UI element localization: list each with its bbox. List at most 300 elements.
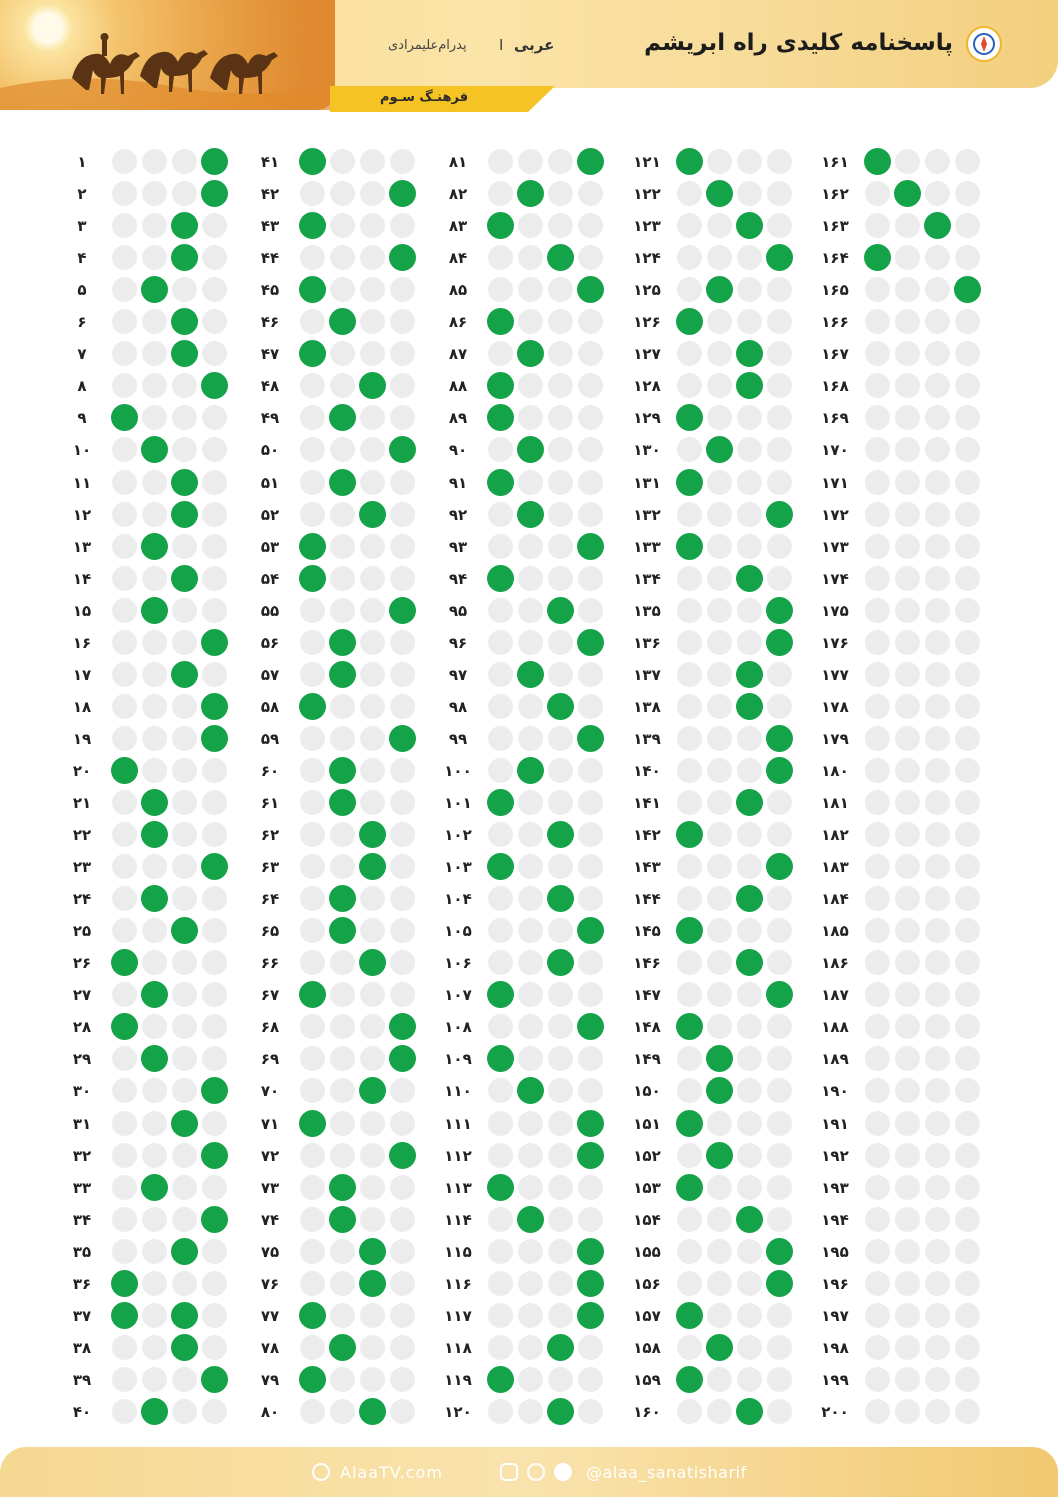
option-bubble[interactable] [925, 662, 950, 687]
option-bubble[interactable] [518, 149, 543, 174]
option-bubble[interactable] [202, 950, 227, 975]
option-bubble[interactable] [895, 918, 920, 943]
option-bubble-marked[interactable] [547, 244, 574, 271]
option-bubble-marked[interactable] [766, 981, 793, 1008]
option-bubble[interactable] [737, 822, 762, 847]
option-bubble[interactable] [677, 1335, 702, 1360]
option-bubble[interactable] [360, 1367, 385, 1392]
option-bubble[interactable] [895, 502, 920, 527]
option-bubble[interactable] [172, 854, 197, 879]
option-bubble[interactable] [488, 277, 513, 302]
option-bubble[interactable] [488, 1111, 513, 1136]
option-bubble-marked[interactable] [547, 1398, 574, 1425]
option-bubble-marked[interactable] [577, 1142, 604, 1169]
option-bubble-marked[interactable] [329, 661, 356, 688]
option-bubble-marked[interactable] [359, 821, 386, 848]
option-bubble-marked[interactable] [547, 885, 574, 912]
option-bubble[interactable] [172, 822, 197, 847]
option-bubble[interactable] [202, 309, 227, 334]
option-bubble[interactable] [202, 437, 227, 462]
option-bubble-marked[interactable] [359, 949, 386, 976]
option-bubble-marked[interactable] [736, 789, 763, 816]
option-bubble[interactable] [895, 277, 920, 302]
option-bubble[interactable] [925, 918, 950, 943]
option-bubble[interactable] [390, 950, 415, 975]
option-bubble[interactable] [737, 1239, 762, 1264]
option-bubble[interactable] [865, 1175, 890, 1200]
option-bubble[interactable] [172, 1367, 197, 1392]
option-bubble[interactable] [865, 982, 890, 1007]
option-bubble-marked[interactable] [676, 821, 703, 848]
option-bubble[interactable] [737, 918, 762, 943]
option-bubble[interactable] [737, 982, 762, 1007]
option-bubble-marked[interactable] [706, 1334, 733, 1361]
option-bubble[interactable] [578, 405, 603, 430]
option-bubble[interactable] [955, 213, 980, 238]
option-bubble[interactable] [677, 181, 702, 206]
option-bubble[interactable] [360, 1014, 385, 1039]
option-bubble[interactable] [202, 213, 227, 238]
option-bubble[interactable] [955, 630, 980, 655]
option-bubble[interactable] [300, 1143, 325, 1168]
option-bubble-marked[interactable] [171, 661, 198, 688]
option-bubble[interactable] [707, 341, 732, 366]
option-bubble[interactable] [300, 758, 325, 783]
option-bubble[interactable] [172, 1271, 197, 1296]
option-bubble[interactable] [330, 213, 355, 238]
option-bubble-marked[interactable] [171, 1238, 198, 1265]
option-bubble[interactable] [390, 694, 415, 719]
option-bubble[interactable] [925, 566, 950, 591]
option-bubble[interactable] [142, 854, 167, 879]
option-bubble[interactable] [360, 1111, 385, 1136]
option-bubble[interactable] [142, 1111, 167, 1136]
option-bubble-marked[interactable] [111, 404, 138, 431]
option-bubble[interactable] [112, 1175, 137, 1200]
option-bubble-marked[interactable] [111, 757, 138, 784]
option-bubble[interactable] [865, 470, 890, 495]
option-bubble-marked[interactable] [706, 436, 733, 463]
option-bubble-marked[interactable] [487, 308, 514, 335]
option-bubble[interactable] [518, 630, 543, 655]
option-bubble-marked[interactable] [329, 1206, 356, 1233]
option-bubble[interactable] [142, 245, 167, 270]
option-bubble[interactable] [172, 694, 197, 719]
option-bubble-marked[interactable] [201, 180, 228, 207]
option-bubble[interactable] [677, 277, 702, 302]
option-bubble[interactable] [300, 630, 325, 655]
option-bubble[interactable] [330, 1239, 355, 1264]
option-bubble[interactable] [172, 726, 197, 751]
option-bubble[interactable] [300, 245, 325, 270]
option-bubble[interactable] [895, 1335, 920, 1360]
option-bubble[interactable] [390, 1303, 415, 1328]
option-bubble[interactable] [300, 470, 325, 495]
option-bubble[interactable] [300, 1046, 325, 1071]
option-bubble[interactable] [737, 1143, 762, 1168]
option-bubble[interactable] [172, 1014, 197, 1039]
instagram-icon[interactable] [500, 1463, 518, 1481]
option-bubble[interactable] [172, 373, 197, 398]
option-bubble[interactable] [925, 598, 950, 623]
option-bubble-marked[interactable] [517, 1206, 544, 1233]
option-bubble[interactable] [142, 1335, 167, 1360]
option-bubble[interactable] [548, 790, 573, 815]
option-bubble[interactable] [518, 790, 543, 815]
option-bubble-marked[interactable] [766, 853, 793, 880]
option-bubble[interactable] [677, 213, 702, 238]
option-bubble[interactable] [142, 630, 167, 655]
option-bubble[interactable] [707, 149, 732, 174]
option-bubble[interactable] [142, 405, 167, 430]
option-bubble[interactable] [895, 1367, 920, 1392]
option-bubble[interactable] [390, 982, 415, 1007]
option-bubble-marked[interactable] [736, 340, 763, 367]
option-bubble[interactable] [548, 149, 573, 174]
option-bubble[interactable] [895, 1014, 920, 1039]
option-bubble[interactable] [142, 1271, 167, 1296]
option-bubble[interactable] [707, 886, 732, 911]
option-bubble[interactable] [390, 1335, 415, 1360]
option-bubble[interactable] [677, 1271, 702, 1296]
option-bubble[interactable] [895, 758, 920, 783]
option-bubble-marked[interactable] [577, 1110, 604, 1137]
option-bubble-marked[interactable] [577, 1270, 604, 1297]
option-bubble[interactable] [707, 982, 732, 1007]
option-bubble-marked[interactable] [676, 533, 703, 560]
option-bubble[interactable] [488, 1014, 513, 1039]
option-bubble[interactable] [112, 1111, 137, 1136]
option-bubble[interactable] [895, 1271, 920, 1296]
option-bubble[interactable] [895, 1399, 920, 1424]
option-bubble-marked[interactable] [676, 917, 703, 944]
option-bubble[interactable] [142, 1207, 167, 1232]
option-bubble[interactable] [895, 662, 920, 687]
option-bubble[interactable] [737, 470, 762, 495]
option-bubble[interactable] [677, 886, 702, 911]
option-bubble[interactable] [172, 437, 197, 462]
option-bubble[interactable] [142, 726, 167, 751]
option-bubble[interactable] [737, 1335, 762, 1360]
option-bubble[interactable] [955, 1143, 980, 1168]
option-bubble-marked[interactable] [299, 693, 326, 720]
option-bubble[interactable] [330, 726, 355, 751]
option-bubble-marked[interactable] [676, 469, 703, 496]
option-bubble[interactable] [895, 598, 920, 623]
option-bubble[interactable] [518, 854, 543, 879]
option-bubble[interactable] [955, 470, 980, 495]
option-bubble[interactable] [865, 790, 890, 815]
option-bubble[interactable] [677, 1399, 702, 1424]
option-bubble[interactable] [300, 886, 325, 911]
option-bubble-marked[interactable] [359, 501, 386, 528]
option-bubble[interactable] [767, 1207, 792, 1232]
option-bubble[interactable] [330, 1303, 355, 1328]
option-bubble-marked[interactable] [954, 276, 981, 303]
option-bubble[interactable] [360, 149, 385, 174]
option-bubble[interactable] [142, 213, 167, 238]
option-bubble[interactable] [518, 694, 543, 719]
option-bubble[interactable] [202, 1399, 227, 1424]
option-bubble[interactable] [330, 149, 355, 174]
option-bubble[interactable] [390, 277, 415, 302]
option-bubble-marked[interactable] [171, 1110, 198, 1137]
option-bubble[interactable] [112, 1239, 137, 1264]
option-bubble[interactable] [737, 1367, 762, 1392]
option-bubble[interactable] [925, 502, 950, 527]
option-bubble[interactable] [925, 341, 950, 366]
option-bubble-marked[interactable] [329, 885, 356, 912]
option-bubble[interactable] [925, 277, 950, 302]
option-bubble-marked[interactable] [547, 821, 574, 848]
option-bubble[interactable] [955, 694, 980, 719]
option-bubble-marked[interactable] [577, 1302, 604, 1329]
option-bubble[interactable] [518, 1271, 543, 1296]
option-bubble[interactable] [518, 1367, 543, 1392]
option-bubble[interactable] [300, 1207, 325, 1232]
option-bubble-marked[interactable] [766, 1270, 793, 1297]
option-bubble[interactable] [925, 790, 950, 815]
option-bubble[interactable] [142, 758, 167, 783]
option-bubble[interactable] [360, 1335, 385, 1360]
option-bubble[interactable] [548, 534, 573, 559]
option-bubble[interactable] [925, 534, 950, 559]
option-bubble[interactable] [142, 502, 167, 527]
option-bubble[interactable] [488, 1239, 513, 1264]
option-bubble-marked[interactable] [171, 469, 198, 496]
option-bubble[interactable] [202, 598, 227, 623]
option-bubble[interactable] [142, 1014, 167, 1039]
option-bubble[interactable] [488, 245, 513, 270]
option-bubble[interactable] [578, 1078, 603, 1103]
option-bubble[interactable] [578, 886, 603, 911]
option-bubble[interactable] [330, 181, 355, 206]
option-bubble[interactable] [925, 149, 950, 174]
option-bubble-marked[interactable] [766, 244, 793, 271]
option-bubble-marked[interactable] [359, 1077, 386, 1104]
option-bubble[interactable] [488, 149, 513, 174]
option-bubble-marked[interactable] [111, 1302, 138, 1329]
option-bubble[interactable] [142, 181, 167, 206]
option-bubble[interactable] [925, 405, 950, 430]
option-bubble-marked[interactable] [329, 1334, 356, 1361]
option-bubble-marked[interactable] [389, 1013, 416, 1040]
option-bubble-marked[interactable] [329, 629, 356, 656]
option-bubble[interactable] [548, 1046, 573, 1071]
option-bubble[interactable] [390, 854, 415, 879]
option-bubble[interactable] [360, 1207, 385, 1232]
option-bubble[interactable] [707, 213, 732, 238]
option-bubble-marked[interactable] [736, 693, 763, 720]
option-bubble[interactable] [330, 566, 355, 591]
option-bubble[interactable] [767, 437, 792, 462]
option-bubble[interactable] [518, 918, 543, 943]
option-bubble-marked[interactable] [201, 693, 228, 720]
option-bubble[interactable] [330, 1399, 355, 1424]
option-bubble[interactable] [767, 149, 792, 174]
option-bubble[interactable] [707, 758, 732, 783]
option-bubble[interactable] [172, 534, 197, 559]
option-bubble[interactable] [360, 1175, 385, 1200]
option-bubble[interactable] [707, 950, 732, 975]
option-bubble[interactable] [202, 534, 227, 559]
option-bubble[interactable] [707, 405, 732, 430]
option-bubble-marked[interactable] [577, 725, 604, 752]
option-bubble[interactable] [330, 950, 355, 975]
option-bubble[interactable] [518, 1399, 543, 1424]
option-bubble[interactable] [895, 630, 920, 655]
option-bubble[interactable] [202, 245, 227, 270]
option-bubble[interactable] [677, 373, 702, 398]
option-bubble[interactable] [865, 598, 890, 623]
option-bubble[interactable] [955, 1335, 980, 1360]
option-bubble[interactable] [895, 213, 920, 238]
option-bubble[interactable] [707, 502, 732, 527]
option-bubble-marked[interactable] [171, 1334, 198, 1361]
option-bubble[interactable] [360, 566, 385, 591]
option-bubble[interactable] [578, 341, 603, 366]
option-bubble[interactable] [865, 822, 890, 847]
option-bubble[interactable] [330, 277, 355, 302]
option-bubble[interactable] [955, 950, 980, 975]
option-bubble[interactable] [518, 822, 543, 847]
option-bubble[interactable] [548, 758, 573, 783]
option-bubble[interactable] [390, 758, 415, 783]
option-bubble[interactable] [895, 245, 920, 270]
option-bubble[interactable] [300, 1399, 325, 1424]
option-bubble[interactable] [112, 1143, 137, 1168]
option-bubble[interactable] [202, 918, 227, 943]
option-bubble[interactable] [578, 758, 603, 783]
option-bubble-marked[interactable] [706, 1142, 733, 1169]
option-bubble[interactable] [955, 245, 980, 270]
option-bubble[interactable] [767, 1303, 792, 1328]
option-bubble[interactable] [767, 1046, 792, 1071]
option-bubble[interactable] [955, 1014, 980, 1039]
option-bubble[interactable] [578, 694, 603, 719]
option-bubble[interactable] [330, 341, 355, 366]
option-bubble[interactable] [202, 1271, 227, 1296]
option-bubble[interactable] [925, 630, 950, 655]
option-bubble[interactable] [677, 1207, 702, 1232]
option-bubble-marked[interactable] [547, 693, 574, 720]
option-bubble-marked[interactable] [547, 1334, 574, 1361]
option-bubble[interactable] [895, 405, 920, 430]
option-bubble[interactable] [865, 950, 890, 975]
option-bubble[interactable] [112, 982, 137, 1007]
option-bubble[interactable] [548, 1239, 573, 1264]
option-bubble[interactable] [548, 854, 573, 879]
option-bubble-marked[interactable] [299, 981, 326, 1008]
option-bubble[interactable] [548, 1207, 573, 1232]
option-bubble[interactable] [360, 470, 385, 495]
option-bubble-marked[interactable] [736, 1206, 763, 1233]
option-bubble[interactable] [360, 245, 385, 270]
option-bubble[interactable] [895, 1175, 920, 1200]
option-bubble[interactable] [488, 1143, 513, 1168]
option-bubble[interactable] [925, 1239, 950, 1264]
option-bubble-marked[interactable] [329, 404, 356, 431]
option-bubble[interactable] [865, 662, 890, 687]
option-bubble[interactable] [548, 341, 573, 366]
option-bubble[interactable] [488, 822, 513, 847]
option-bubble[interactable] [737, 1111, 762, 1136]
option-bubble[interactable] [707, 822, 732, 847]
option-bubble[interactable] [707, 1207, 732, 1232]
option-bubble[interactable] [172, 1399, 197, 1424]
option-bubble-marked[interactable] [577, 533, 604, 560]
option-bubble-marked[interactable] [676, 1366, 703, 1393]
option-bubble[interactable] [925, 822, 950, 847]
option-bubble[interactable] [865, 1303, 890, 1328]
option-bubble[interactable] [172, 1046, 197, 1071]
option-bubble[interactable] [865, 1367, 890, 1392]
option-bubble[interactable] [488, 181, 513, 206]
option-bubble[interactable] [895, 726, 920, 751]
option-bubble[interactable] [202, 982, 227, 1007]
option-bubble[interactable] [300, 790, 325, 815]
option-bubble-marked[interactable] [389, 436, 416, 463]
option-bubble[interactable] [172, 405, 197, 430]
option-bubble[interactable] [865, 181, 890, 206]
option-bubble[interactable] [330, 502, 355, 527]
option-bubble[interactable] [955, 918, 980, 943]
option-bubble-marked[interactable] [766, 757, 793, 784]
option-bubble[interactable] [330, 1078, 355, 1103]
option-bubble-marked[interactable] [676, 308, 703, 335]
option-bubble-marked[interactable] [676, 404, 703, 431]
option-bubble[interactable] [518, 245, 543, 270]
option-bubble[interactable] [767, 1335, 792, 1360]
option-bubble[interactable] [390, 149, 415, 174]
option-bubble[interactable] [112, 341, 137, 366]
option-bubble[interactable] [955, 886, 980, 911]
option-bubble-marked[interactable] [141, 1174, 168, 1201]
option-bubble[interactable] [865, 566, 890, 591]
option-bubble[interactable] [390, 886, 415, 911]
option-bubble[interactable] [172, 598, 197, 623]
option-bubble[interactable] [548, 181, 573, 206]
option-bubble[interactable] [707, 790, 732, 815]
option-bubble[interactable] [737, 726, 762, 751]
option-bubble[interactable] [737, 149, 762, 174]
option-bubble[interactable] [578, 470, 603, 495]
option-bubble[interactable] [488, 341, 513, 366]
social-handle[interactable]: @alaa_sanatisharif [586, 1463, 747, 1482]
option-bubble-marked[interactable] [487, 1045, 514, 1072]
option-bubble[interactable] [548, 373, 573, 398]
option-bubble[interactable] [865, 502, 890, 527]
option-bubble-marked[interactable] [359, 1398, 386, 1425]
option-bubble[interactable] [865, 1335, 890, 1360]
option-bubble[interactable] [142, 149, 167, 174]
option-bubble[interactable] [767, 277, 792, 302]
option-bubble[interactable] [300, 598, 325, 623]
option-bubble-marked[interactable] [517, 180, 544, 207]
option-bubble[interactable] [865, 726, 890, 751]
option-bubble[interactable] [518, 1335, 543, 1360]
option-bubble-marked[interactable] [201, 853, 228, 880]
option-bubble-marked[interactable] [359, 372, 386, 399]
option-bubble[interactable] [548, 1111, 573, 1136]
option-bubble[interactable] [707, 1271, 732, 1296]
option-bubble[interactable] [518, 726, 543, 751]
option-bubble[interactable] [925, 886, 950, 911]
option-bubble[interactable] [202, 662, 227, 687]
option-bubble-marked[interactable] [517, 340, 544, 367]
option-bubble[interactable] [955, 1239, 980, 1264]
option-bubble[interactable] [677, 1143, 702, 1168]
